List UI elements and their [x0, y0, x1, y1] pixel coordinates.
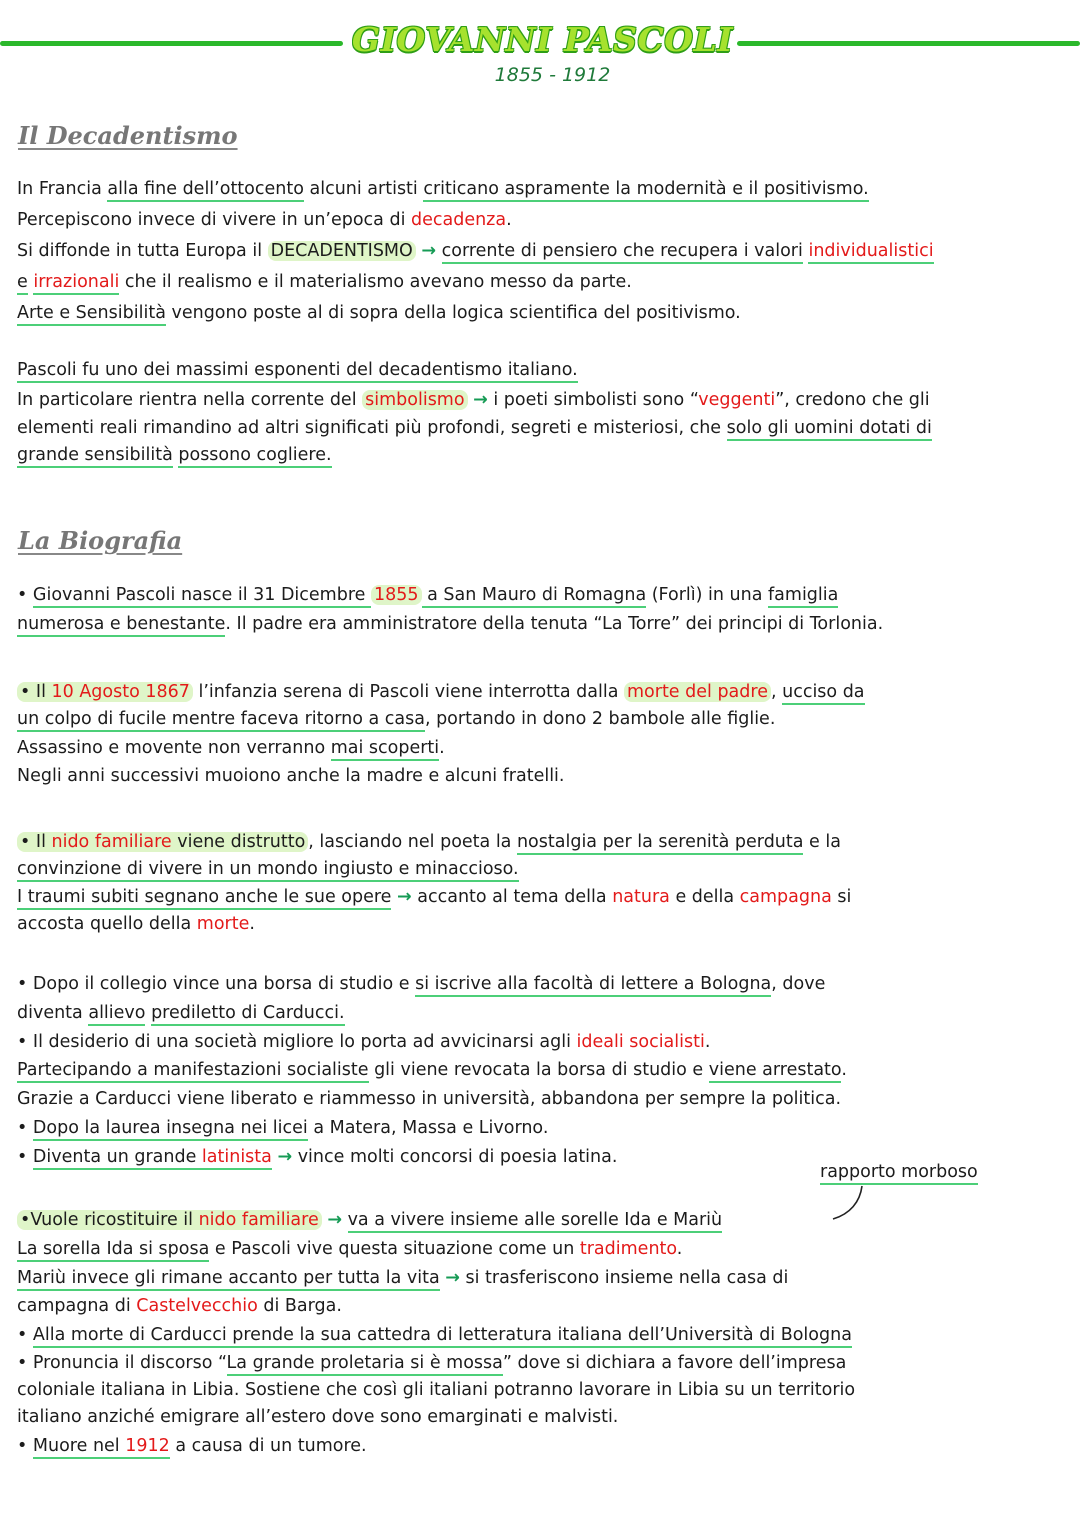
paragraph-line: Percepiscono invece di vivere in un’epoca di decadenza. [17, 210, 512, 230]
paragraph-line: In particolare rientra nella corrente del simbolismo → i poeti simbolisti sono “veggenti”, credono che gli [17, 390, 930, 410]
bullet: • [17, 1147, 28, 1167]
bio-line: La sorella Ida si sposa e Pascoli vive questa situazione come un tradimento. [17, 1237, 682, 1261]
bio-line: • Pronuncia il discorso “La grande proletaria si è mossa” dove si dichiara a favore dell’impresa [17, 1351, 846, 1375]
bio-line: • Il nido familiare viene distrutto , lasciando nel poeta la nostalgia per la serenità perduta e la [17, 830, 841, 854]
bullet: • [17, 974, 28, 994]
bullet: • [17, 1032, 28, 1052]
bio-line: convinzione di vivere in un mondo ingiusto e minaccioso. [17, 857, 519, 881]
bio-line: •Vuole ricostituire il nido familiare → va a vivere insieme alle sorelle Ida e Mariù [17, 1208, 722, 1232]
arrow-right-icon: → [421, 241, 437, 261]
side-note: rapporto morboso [820, 1162, 978, 1182]
paragraph-line: In Francia alla fine dell’ottocento alcuni artisti criticano aspramente la modernità e il positivismo. [17, 177, 869, 201]
bio-line: italiano anziché emigrare all’estero dove sono emarginati e malvisti. [17, 1407, 619, 1427]
paragraph-line: Pascoli fu uno dei massimi esponenti del decadentismo italiano. [17, 358, 578, 382]
paragraph-line: grande sensibilità possono cogliere. [17, 443, 332, 467]
bullet: • [17, 1325, 28, 1345]
bio-line: I traumi subiti segnano anche le sue opere → accanto al tema della natura e della campagna si [17, 885, 851, 909]
section-heading-decadentismo: Il Decadentismo [18, 121, 238, 150]
arrow-right-icon: → [397, 887, 412, 907]
bio-line: • Dopo la laurea insegna nei licei a Matera, Massa e Livorno. [17, 1116, 548, 1140]
bullet: • [17, 1436, 28, 1456]
paragraph-line: Si diffonde in tutta Europa il DECADENTISMO → corrente di pensiero che recupera i valori individualistici [17, 239, 934, 263]
arrow-right-icon: → [327, 1210, 342, 1230]
page-title: GIOVANNI PASCOLI [351, 20, 734, 59]
bullet: • [17, 1353, 28, 1373]
bio-line: Partecipando a manifestazioni socialiste gli viene revocata la borsa di studio e viene arrestato. [17, 1058, 847, 1082]
bullet: • [20, 682, 31, 702]
bio-line: Assassino e movente non verranno mai scoperti. [17, 736, 445, 760]
bio-line: Grazie a Carducci viene liberato e riammesso in università, abbandona per sempre la politica. [17, 1089, 842, 1109]
bullet: • [17, 585, 28, 605]
bio-line: • Alla morte di Carducci prende la sua cattedra di letteratura italiana dell’Università di Bologna [17, 1323, 852, 1347]
bio-line: accosta quello della morte. [17, 914, 255, 934]
paragraph-line: elementi reali rimandino ad altri significati più profondi, segreti e misteriosi, che solo gli uomini dotati di [17, 416, 932, 440]
curved-pointer-icon [830, 1184, 870, 1224]
bullet: • [20, 1210, 31, 1230]
bio-line: coloniale italiana in Libia. Sostiene che così gli italiani potranno lavorare in Libia su un territorio [17, 1380, 856, 1400]
paragraph-line: Arte e Sensibilità vengono poste al di sopra della logica scientifica del positivismo. [17, 301, 741, 325]
section-heading-biografia: La Biografia [18, 526, 183, 555]
bio-line: • Il 10 Agosto 1867 l’infanzia serena di Pascoli viene interrotta dalla morte del padre , ucciso da [17, 680, 865, 704]
bio-line: diventa allievo prediletto di Carducci. [17, 1001, 345, 1025]
bio-line: numerosa e benestante. Il padre era amministratore della tenuta “La Torre” dei principi di Torlonia. [17, 612, 883, 636]
page-years: 1855 - 1912 [494, 64, 611, 86]
bullet: • [20, 832, 31, 852]
bio-line: • Muore nel 1912 a causa di un tumore. [17, 1434, 367, 1458]
arrow-right-icon: → [445, 1268, 460, 1288]
bio-line: campagna di Castelvecchio di Barga. [17, 1296, 342, 1316]
bio-line: • Il desiderio di una società migliore lo porta ad avvicinarsi agli ideali socialisti. [17, 1032, 711, 1052]
paragraph-line: e irrazionali che il realismo e il materialismo avevano messo da parte. [17, 270, 632, 294]
bio-line: • Giovanni Pascoli nasce il 31 Dicembre 1855 a San Mauro di Romagna (Forlì) in una famiglia [17, 583, 838, 607]
bio-line: • Dopo il collegio vince una borsa di studio e si iscrive alla facoltà di lettere a Bologna, dove [17, 972, 825, 996]
bio-line: un colpo di fucile mentre faceva ritorno a casa, portando in dono 2 bambole alle figlie. [17, 707, 775, 731]
arrow-right-icon: → [473, 390, 488, 410]
bio-line: • Diventa un grande latinista → vince molti concorsi di poesia latina. [17, 1145, 617, 1169]
bullet: • [17, 1118, 28, 1138]
bio-line: Negli anni successivi muoiono anche la madre e alcuni fratelli. [17, 766, 565, 786]
arrow-right-icon: → [277, 1147, 293, 1167]
bio-line: Mariù invece gli rimane accanto per tutta la vita → si trasferiscono insieme nella casa di [17, 1266, 788, 1290]
